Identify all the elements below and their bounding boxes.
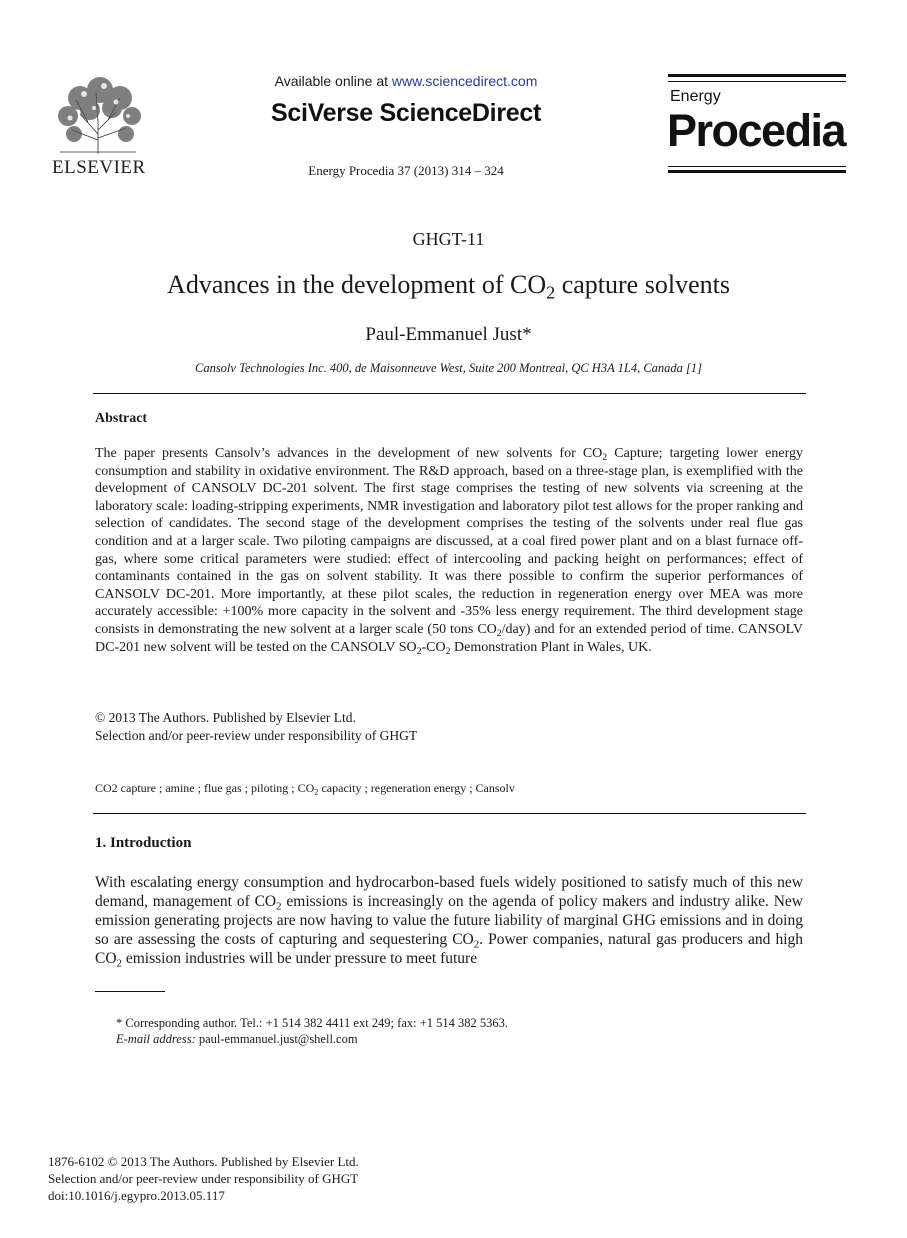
- section-heading-introduction: 1. Introduction: [95, 835, 192, 851]
- abstract-body: [95, 445, 803, 656]
- author-affiliation: Cansolv Technologies Inc. 400, de Maisonneuve West, Suite 200 Montreal, QC H3A 1L4, Canada [1]: [194, 361, 703, 375]
- email-address[interactable]: paul-emmanuel.just@shell.com: [195, 1032, 358, 1046]
- elsevier-wordmark: ELSEVIER: [52, 157, 146, 178]
- keywords-subscript: 2: [314, 787, 319, 797]
- sciencedirect-link[interactable]: www.sciencedirect.com: [391, 73, 538, 89]
- intro-text: emission industries will be under pressure to meet future: [121, 950, 478, 967]
- email-label: E-mail address:: [116, 1032, 196, 1046]
- abstract-heading: Abstract: [95, 411, 148, 426]
- abstract-subscript: 2: [602, 451, 608, 463]
- divider-keywords: [93, 813, 806, 814]
- logo-rule-thin-top: [668, 81, 846, 82]
- abstract-subscript: 2: [445, 645, 451, 657]
- keywords-text: CO2 capture ; amine ; flue gas ; piloting ; CO: [95, 781, 315, 795]
- availability-label: Available online at: [274, 73, 392, 89]
- abstract-text: The paper presents Cansolv’s advances in the development of new solvents for CO: [95, 446, 603, 461]
- keywords-text: capacity ; regeneration energy ; Cansolv: [318, 781, 515, 795]
- abstract-text: Capture; targeting lower energy consumption and stability in oxidative environment. The R&D approach, based on a three-stage plan, is exemplified with the development of CANSOLV DC-201 solvent. The first stage comprises the testing of new solvents via screening at the laboratory scale: loading-stripping experiments, NMR investigation and laboratory pilot test allows for the proper ranking and selection of candidates. The second stage of the development comprises the testing of the solvents under real flue gas condition and at a larger scale. Two piloting campaigns are discussed, at a coal fired power plant and on a blast furnace off-gas, where some critical parameters were studied: effect of intercooling and packing height on performances; effect of contaminants contained in the gas on solvent stability. It was there possible to confirm the superior performances of CANSOLV DC-201. More importantly, at these pilot scales, the reduction in regeneration energy over MEA was more accurately accessible: +100% more capacity in the solvent and -35% less energy requirement. The third development stage consists in demonstrating the new solvent at a larger scale (50 tons CO: [95, 446, 803, 637]
- issn-line: 1876-6102 © 2013 The Authors. Published by Elsevier Ltd.: [48, 1154, 359, 1169]
- introduction-body: [95, 873, 803, 968]
- keywords: [95, 781, 515, 796]
- intro-text: emissions is increasingly on the agenda of policy makers and industry alike. New emission generating projects are now having to value the future liability of marginal GHG emissions and in doing so are assessing the costs of capturing and sequestering CO: [95, 893, 803, 948]
- author-name: Paul-Emmanuel Just*: [365, 324, 532, 345]
- abstract-text: -CO: [421, 639, 446, 655]
- logo-energy-text: Energy: [670, 88, 721, 105]
- logo-rule-thin-bottom: [668, 166, 846, 167]
- corresponding-author-note: * Corresponding author. Tel.: +1 514 382 4411 ext 249; fax: +1 514 382 5363.: [116, 1016, 509, 1030]
- abstract-text: Demonstration Plant in Wales, UK.: [450, 639, 652, 655]
- logo-rule-bottom: [668, 170, 846, 173]
- intro-subscript: 2: [276, 900, 282, 913]
- title-subscript: 2: [546, 282, 556, 303]
- logo-rule-top: [668, 74, 846, 77]
- abstract-subscript: 2: [416, 645, 422, 657]
- bottom-peer-review: Selection and/or peer-review under responsibility of GHGT: [48, 1171, 359, 1186]
- intro-text: . Power companies, natural gas producers and high CO: [95, 931, 804, 967]
- intro-subscript: 2: [473, 938, 480, 951]
- title-part: capture solvents: [555, 270, 730, 299]
- copyright-notice: © 2013 The Authors. Published by Elsevier Ltd.: [95, 710, 356, 725]
- doi-line[interactable]: doi:10.1016/j.egypro.2013.05.117: [48, 1188, 225, 1203]
- divider-top: [93, 393, 806, 394]
- email-note: [116, 1031, 358, 1047]
- footnote-separator: [95, 991, 165, 992]
- logo-procedia-text: Procedia: [667, 105, 846, 156]
- conference-label: GHGT-11: [412, 229, 485, 249]
- energy-procedia-logo: [668, 74, 846, 178]
- paper-title: [0, 270, 897, 303]
- journal-citation: Energy Procedia 37 (2013) 314 – 324: [308, 163, 504, 178]
- intro-subscript: 2: [116, 957, 122, 970]
- abstract-text: /day) and for an extended period of time. CANSOLV DC-201 new solvent will be tested on the CANSOLV SO: [95, 621, 803, 655]
- title-part: Advances in the development of CO: [167, 270, 547, 299]
- abstract-subscript: 2: [496, 627, 502, 639]
- sciverse-logo: SciVerse ScienceDirect: [271, 99, 541, 127]
- peer-review-notice: Selection and/or peer-review under responsibility of GHGT: [95, 728, 418, 743]
- intro-text: With escalating energy consumption and hydrocarbon-based fuels widely positioned to satisfy much of this new demand, management of CO: [95, 874, 803, 910]
